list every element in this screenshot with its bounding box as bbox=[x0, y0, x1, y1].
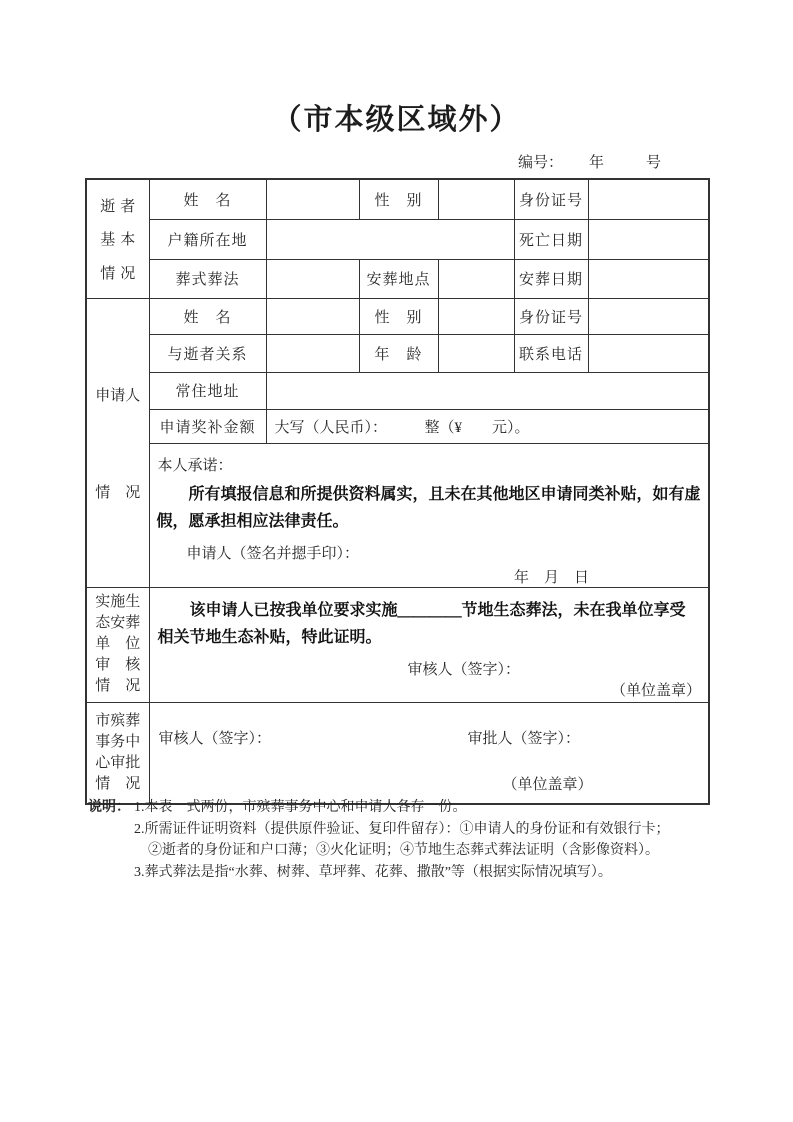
applicant-address-value-cell bbox=[266, 372, 709, 409]
deceased-burial-place-value-cell bbox=[438, 259, 514, 298]
deceased-death-date-label: 死亡日期 bbox=[514, 219, 588, 259]
center-approval-section-label-line: 事务中 bbox=[95, 733, 141, 750]
applicant-relation-label: 与逝者关系 bbox=[149, 334, 266, 372]
deceased-gender-value-cell bbox=[438, 179, 514, 219]
note-line-4: 3.葬式葬法是指“水葬、树葬、草坪葬、花葬、撒散”等（根据实际情况填写）。 bbox=[134, 864, 612, 880]
applicant-phone-label: 联系电话 bbox=[514, 334, 588, 372]
center-approval-section-label-line: 情 况 bbox=[95, 775, 141, 792]
unit-review-content-cell bbox=[149, 587, 709, 702]
note-line-1: 1.本表一式两份，市殡葬事务中心和申请人各存一份。 bbox=[134, 800, 467, 815]
deceased-residence-label: 户籍所在地 bbox=[149, 219, 266, 259]
note-line-3: ②逝者的身份证和户口薄；③火化证明；④节地生态葬式葬法证明（含影像资料）。 bbox=[148, 843, 659, 858]
center-approval-section-label-line: 心审批 bbox=[95, 754, 141, 771]
applicant-name-value-cell bbox=[266, 298, 359, 334]
applicant-name-label: 姓 名 bbox=[149, 298, 266, 334]
applicant-section-label-line: 申请人 bbox=[95, 387, 141, 404]
applicant-relation-value-cell bbox=[266, 334, 359, 372]
deceased-burial-method-label: 葬式葬法 bbox=[149, 259, 266, 298]
applicant-age-label: 年 龄 bbox=[359, 334, 438, 372]
deceased-burial-date-value-cell bbox=[588, 259, 709, 298]
center-reviewer-signature-label: 审核人（签字）： bbox=[158, 730, 272, 747]
applicant-id-value-cell bbox=[588, 298, 709, 334]
unit-reviewer-signature-label: 审核人（签字）： bbox=[407, 661, 521, 678]
unit-review-section-label bbox=[86, 587, 149, 702]
center-approver-signature-label: 审批人（签字）： bbox=[467, 730, 581, 747]
center-approval-content-cell bbox=[149, 702, 709, 804]
deceased-death-date-value-cell bbox=[588, 219, 709, 259]
unit-review-section-label-line: 审 核 bbox=[95, 657, 141, 673]
deceased-name-value-cell bbox=[266, 179, 359, 219]
unit-review-section-label-line: 实施生 bbox=[95, 594, 141, 610]
applicant-section-label bbox=[86, 298, 149, 587]
deceased-residence-value-cell bbox=[266, 219, 514, 259]
applicant-address-label: 常住地址 bbox=[149, 372, 266, 409]
deceased-id-label: 身份证号 bbox=[514, 179, 588, 219]
applicant-amount-value-cell: 大写（人民币）： 整（¥ 元）。 bbox=[266, 409, 709, 443]
center-approval-section-label bbox=[86, 702, 149, 804]
promise-body: 所有填报信息和所提供资料属实，且未在其他地区申请同类补贴，如有虚假，愿承担相应法律责任。 bbox=[156, 485, 701, 530]
deceased-gender-label: 性 别 bbox=[359, 179, 438, 219]
deceased-burial-method-value-cell bbox=[266, 259, 359, 298]
promise-signature-label: 申请人（签名并摁手印）： bbox=[186, 545, 360, 562]
notes-section bbox=[88, 797, 713, 883]
unit-review-statement: 该申请人已按我单位要求实施＿＿＿＿节地生态葬法，未在我单位享受相关节地生态补贴，特此证明。 bbox=[157, 601, 686, 646]
note-line-2: 2.所需证件证明资料（提供原件验证、复印件留存）：①申请人的身份证和有效银行卡； bbox=[134, 821, 670, 837]
deceased-section-label bbox=[86, 179, 149, 298]
deceased-id-value-cell bbox=[588, 179, 709, 219]
notes-label: 说明： bbox=[88, 800, 130, 815]
applicant-promise-cell bbox=[149, 443, 709, 587]
unit-review-section-label-line: 情 况 bbox=[95, 678, 141, 694]
applicant-phone-value-cell bbox=[588, 334, 709, 372]
application-form-table bbox=[85, 178, 710, 805]
deceased-section-label-line: 基本 bbox=[100, 232, 141, 249]
unit-seal-label: （单位盖章） bbox=[610, 682, 701, 699]
serial-year-label: 年 bbox=[589, 155, 605, 171]
page-title: （市本级区域外） bbox=[272, 104, 521, 136]
deceased-section-label-line: 情况 bbox=[100, 265, 141, 282]
deceased-burial-place-label: 安葬地点 bbox=[359, 259, 438, 298]
notes-body bbox=[134, 797, 713, 883]
deceased-burial-date-label: 安葬日期 bbox=[514, 259, 588, 298]
applicant-id-label: 身份证号 bbox=[514, 298, 588, 334]
serial-no-label: 号 bbox=[646, 155, 662, 171]
promise-heading: 本人承诺： bbox=[157, 457, 233, 474]
applicant-amount-label: 申请奖补金额 bbox=[149, 409, 266, 443]
applicant-gender-value-cell bbox=[438, 298, 514, 334]
unit-review-section-label-line: 态安葬 bbox=[95, 615, 141, 631]
deceased-name-label: 姓 名 bbox=[149, 179, 266, 219]
center-approval-section-label-line: 市殡葬 bbox=[95, 712, 141, 729]
serial-label: 编号： bbox=[518, 155, 564, 171]
applicant-gender-label: 性 别 bbox=[359, 298, 438, 334]
applicant-age-value-cell bbox=[438, 334, 514, 372]
serial-number-line bbox=[518, 151, 661, 172]
applicant-section-label-line: 情 况 bbox=[95, 484, 141, 501]
promise-date-label: 年 月 日 bbox=[513, 569, 589, 586]
center-seal-label: （单位盖章） bbox=[502, 776, 593, 793]
deceased-section-label-line: 逝者 bbox=[100, 199, 141, 215]
unit-review-section-label-line: 单 位 bbox=[95, 636, 141, 652]
